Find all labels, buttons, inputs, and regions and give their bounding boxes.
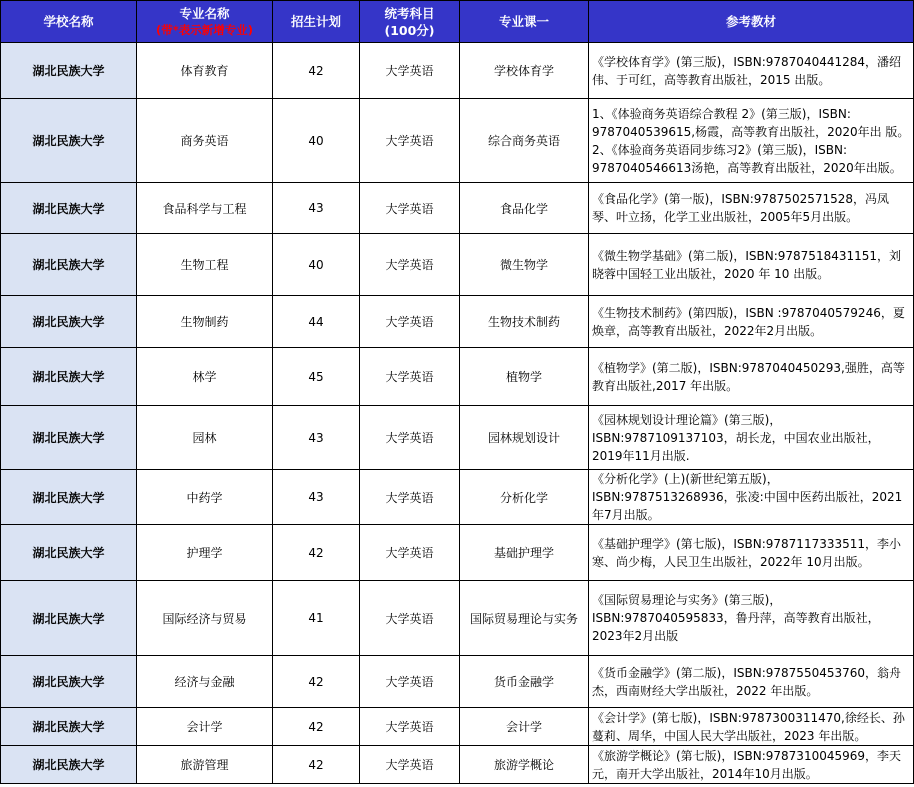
cell-exam: 大学英语 [360,183,460,234]
header-book: 参考教材 [589,1,914,43]
cell-major: 会计学 [137,708,273,746]
cell-school: 湖北民族大学 [1,746,137,784]
cell-quota: 40 [273,234,360,296]
cell-course: 生物技术制药 [460,296,589,348]
cell-book: 《园林规划设计理论篇》(第三版)，ISBN:9787109137103，胡长龙，中国农业出版社，2019年11月出版. [589,406,914,470]
cell-course: 分析化学 [460,470,589,525]
cell-school: 湖北民族大学 [1,470,137,525]
cell-quota: 43 [273,406,360,470]
table-row [1,234,914,296]
cell-major: 商务英语 [137,99,273,183]
table-row [1,406,914,470]
cell-book: 《植物学》(第二版)，ISBN:9787040450293,强胜，高等教育出版社,2017 年出版。 [589,348,914,406]
cell-exam: 大学英语 [360,708,460,746]
cell-major: 旅游管理 [137,746,273,784]
cell-course: 国际贸易理论与实务 [460,581,589,656]
cell-school: 湖北民族大学 [1,708,137,746]
cell-quota: 42 [273,708,360,746]
cell-school: 湖北民族大学 [1,99,137,183]
table-row [1,183,914,234]
table-row [1,43,914,99]
header-major-note: (带*表示新增专业) [155,22,254,37]
cell-school: 湖北民族大学 [1,183,137,234]
cell-book: 《货币金融学》(第二版)，ISBN:9787550453760，翁舟杰，西南财经大学出版社，2022 年出版。 [589,656,914,708]
cell-book: 《会计学》(第七版)，ISBN:9787300311470,徐经长、孙蔓莉、周华，中国人民大学出版社，2023 年出版。 [589,708,914,746]
cell-school: 湖北民族大学 [1,234,137,296]
header-course: 专业课一 [460,1,589,43]
cell-exam: 大学英语 [360,99,460,183]
cell-course: 食品化学 [460,183,589,234]
cell-major: 园林 [137,406,273,470]
cell-course: 会计学 [460,708,589,746]
cell-quota: 42 [273,43,360,99]
cell-major: 经济与金融 [137,656,273,708]
cell-course: 货币金融学 [460,656,589,708]
cell-book: 《学校体育学》(第三版)，ISBN:9787040441284，潘绍伟、于可红，高等教育出版社，2015 出版。 [589,43,914,99]
cell-exam: 大学英语 [360,581,460,656]
table-row [1,525,914,581]
cell-major: 食品科学与工程 [137,183,273,234]
table-row [1,99,914,183]
cell-school: 湖北民族大学 [1,43,137,99]
cell-exam: 大学英语 [360,43,460,99]
header-exam-line1: 统考科目 [384,5,435,21]
table-body [1,43,914,784]
cell-book: 《国际贸易理论与实务》(第三版)，ISBN:9787040595833，鲁丹萍，高等教育出版社，2023年2月出版 [589,581,914,656]
table-row [1,296,914,348]
cell-quota: 42 [273,525,360,581]
cell-school: 湖北民族大学 [1,581,137,656]
cell-major: 林学 [137,348,273,406]
header-school: 学校名称 [1,1,137,43]
table-row [1,470,914,525]
cell-course: 微生物学 [460,234,589,296]
cell-exam: 大学英语 [360,470,460,525]
header-quota: 招生计划 [273,1,360,43]
cell-exam: 大学英语 [360,746,460,784]
cell-quota: 42 [273,656,360,708]
table-row [1,656,914,708]
cell-book: 《食品化学》(第一版)，ISBN:9787502571528，冯凤琴、叶立扬，化学工业出版社，2005年5月出版。 [589,183,914,234]
cell-book: 1、《体验商务英语综合教程 2》(第三版)，ISBN: 9787040539615,杨霞，高等教育出版社，2020年出 版。 2、《体验商务英语同步练习2》(第三版)，ISBN: 9787040546613汤艳，高等教育出版社，2020年出版。 [589,99,914,183]
cell-school: 湖北民族大学 [1,406,137,470]
cell-exam: 大学英语 [360,656,460,708]
cell-quota: 44 [273,296,360,348]
cell-course: 园林规划设计 [460,406,589,470]
cell-major: 国际经济与贸易 [137,581,273,656]
cell-book: 《旅游学概论》(第七版)，ISBN:9787310045969，李天元，南开大学出版社，2014年10月出版。 [589,746,914,784]
cell-quota: 43 [273,183,360,234]
header-exam-line2: (100分) [384,22,435,38]
cell-course: 学校体育学 [460,43,589,99]
header-major [137,1,273,43]
table-row [1,708,914,746]
cell-major: 中药学 [137,470,273,525]
cell-exam: 大学英语 [360,525,460,581]
cell-school: 湖北民族大学 [1,656,137,708]
table-row [1,746,914,784]
cell-exam: 大学英语 [360,234,460,296]
cell-major: 护理学 [137,525,273,581]
cell-school: 湖北民族大学 [1,296,137,348]
cell-course: 旅游学概论 [460,746,589,784]
cell-quota: 42 [273,746,360,784]
cell-major: 生物工程 [137,234,273,296]
table-row [1,581,914,656]
cell-exam: 大学英语 [360,406,460,470]
cell-course: 综合商务英语 [460,99,589,183]
cell-book: 《分析化学》(上)(新世纪第五版)，ISBN:9787513268936，张凌:中国中医药出版社，2021年7月出版。 [589,470,914,525]
cell-school: 湖北民族大学 [1,348,137,406]
cell-major: 生物制药 [137,296,273,348]
header-exam [360,1,460,43]
cell-major: 体育教育 [137,43,273,99]
table-row [1,348,914,406]
header-major-label: 专业名称 [179,5,230,21]
cell-quota: 41 [273,581,360,656]
cell-quota: 45 [273,348,360,406]
cell-exam: 大学英语 [360,348,460,406]
cell-school: 湖北民族大学 [1,525,137,581]
cell-course: 基础护理学 [460,525,589,581]
cell-book: 《微生物学基础》(第二版)，ISBN:9787518431151，刘晓蓉中国轻工业出版社，2020 年 10 出版。 [589,234,914,296]
cell-book: 《基础护理学》(第七版)，ISBN:9787117333511，李小寒、尚少梅，人民卫生出版社，2022年 10月出版。 [589,525,914,581]
cell-exam: 大学英语 [360,296,460,348]
cell-quota: 43 [273,470,360,525]
header-row [1,1,914,43]
cell-quota: 40 [273,99,360,183]
cell-book: 《生物技术制药》(第四版)，ISBN :9787040579246，夏焕章，高等教育出版社，2022年2月出版。 [589,296,914,348]
cell-course: 植物学 [460,348,589,406]
